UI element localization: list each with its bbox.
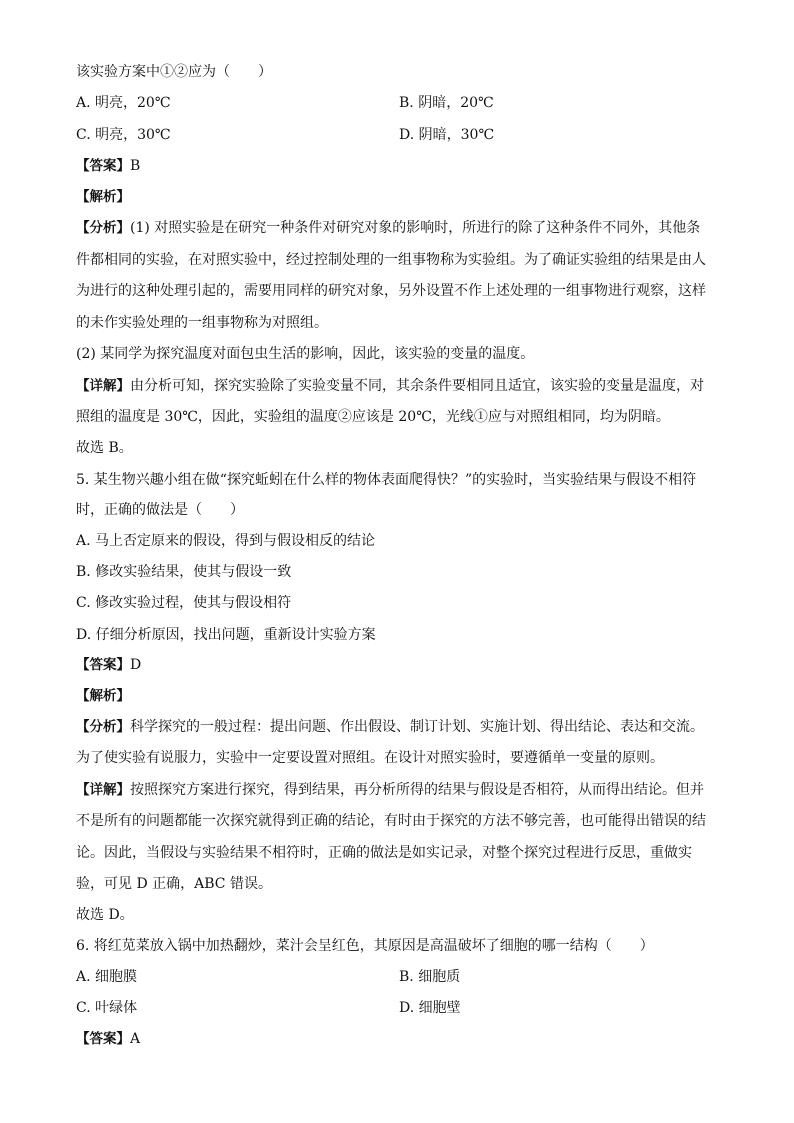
q5-answer-line	[76, 655, 716, 675]
q4-option-b: B. 阴暗，20℃	[399, 95, 494, 111]
q6-stem: 6. 将红苋菜放入锅中加热翻炒，菜汁会呈红色，其原因是高温破坏了细胞的哪一结构（ ）	[76, 938, 654, 954]
q4-fenxi-text-1: (1) 对照实验是在研究一种条件对研究对象的影响时，所进行的除了这种条件不同外，其他条	[130, 220, 701, 236]
q5-fenxi-text-1: 科学探究的一般过程：提出问题、作出假设、制订计划、实施计划、得出结论、表达和交流。	[130, 719, 704, 735]
q4-fenxi-line-2: 件都相同的实验，在对照实验中，经过控制处理的一组事物称为实验组。为了确证实验组的结果是由人	[76, 252, 706, 268]
answer-tag: 【答案】	[76, 1031, 130, 1047]
q5-option-d: D. 仔细分析原因，找出问题，重新设计实验方案	[76, 627, 376, 643]
xiangjie-tag: 【详解】	[76, 782, 130, 798]
analysis-tag: 【解析】	[76, 688, 130, 704]
answer-tag: 【答案】	[76, 158, 130, 174]
q5-fenxi-line-2: 为了使实验有说服力，实验中一定要设置对照组。在设计对照实验时，要遵循单一变量的原则。	[76, 750, 664, 766]
q6-option-c: C. 叶绿体	[76, 1000, 138, 1016]
q4-stem: 该实验方案中①②应为（ ）	[76, 64, 272, 80]
q5-xiangjie-text-1: 按照探究方案进行探究，得到结果，再分析所得的结果与假设是否相符，从而得出结论。但并	[130, 782, 704, 798]
q5-analysis-tag	[76, 686, 716, 706]
q5-xiangjie-line-3: 论。因此，当假设与实验结果不相符时，正确的做法是如实记录，对整个探究过程进行反思，重做实	[76, 845, 692, 861]
q5-option-b: B. 修改实验结果，使其与假设一致	[76, 564, 292, 580]
q4-xiangjie-text-1: 由分析可知，探究实验除了实验变量不同，其余条件要相同且适宜，该实验的变量是温度，对	[130, 378, 704, 394]
q4-fenxi-line-5: (2) 某同学为探究温度对面包虫生活的影响，因此，该实验的变量的温度。	[76, 346, 535, 362]
q4-fenxi-line-1	[76, 218, 716, 238]
q5-answer-value: D	[130, 657, 142, 673]
q4-analysis-tag	[76, 187, 716, 207]
q4-xiangjie-line-1	[76, 376, 716, 396]
q5-xiangjie-line-4: 验，可见 D 正确，ABC 错误。	[76, 876, 272, 892]
answer-tag: 【答案】	[76, 657, 130, 673]
q4-conclusion: 故选 B。	[76, 440, 133, 456]
q5-option-a: A. 马上否定原来的假设，得到与假设相反的结论	[76, 533, 376, 549]
analysis-tag: 【解析】	[76, 189, 130, 205]
q4-xiangjie-line-2: 照组的温度是 30℃，因此，实验组的温度②应该是 20℃，光线①应与对照组相同，均为阴暗。	[76, 409, 670, 425]
q4-fenxi-line-3: 为进行的这种处理引起的，需要用同样的研究对象，另外设置不作上述处理的一组事物进行观察，这样	[76, 283, 706, 299]
fenxi-tag: 【分析】	[76, 220, 130, 236]
q4-answer-line	[76, 156, 716, 176]
q6-option-b: B. 细胞质	[399, 969, 461, 985]
q6-option-a: A. 细胞膜	[76, 969, 138, 985]
q5-xiangjie-line-1	[76, 780, 716, 800]
q5-xiangjie-line-2: 不是所有的问题都能一次探究就得到正确的结论，有时由于探究的方法不够完善，也可能得出错误的结	[76, 813, 706, 829]
fenxi-tag: 【分析】	[76, 719, 130, 735]
q4-option-c: C. 明亮，30℃	[76, 127, 171, 143]
q5-stem-line-1: 5. 某生物兴趣小组在做“探究蚯蚓在什么样的物体表面爬得快？”的实验时，当实验结果与假设不相符	[76, 472, 697, 488]
q5-fenxi-line-1	[76, 717, 716, 737]
q4-answer-value: B	[130, 158, 141, 174]
q6-option-d: D. 细胞壁	[399, 1000, 461, 1016]
q5-option-c: C. 修改实验过程，使其与假设相符	[76, 595, 292, 611]
xiangjie-tag: 【详解】	[76, 378, 130, 394]
q6-answer-line	[76, 1029, 716, 1049]
q4-option-d: D. 阴暗，30℃	[399, 127, 495, 143]
q5-conclusion: 故选 D。	[76, 907, 134, 923]
q4-option-a: A. 明亮，20℃	[76, 95, 171, 111]
q6-answer-value: A	[130, 1031, 141, 1047]
q5-stem-line-2: 时，正确的做法是（ ）	[76, 502, 244, 518]
q4-fenxi-line-4: 的未作实验处理的一组事物称为对照组。	[76, 315, 328, 331]
